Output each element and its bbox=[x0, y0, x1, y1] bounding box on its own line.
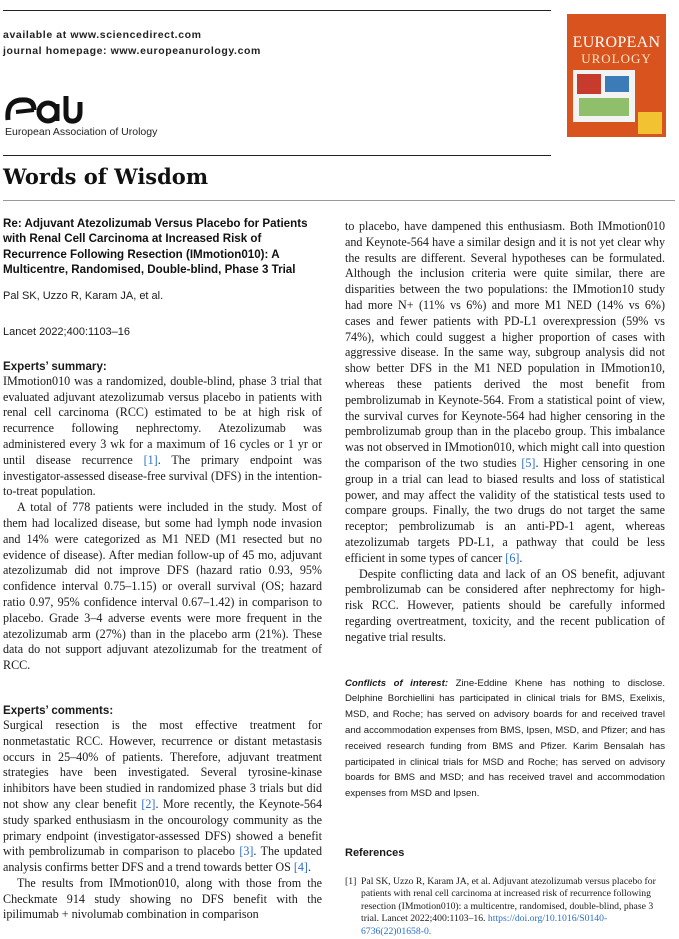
sciencedirect-link[interactable]: available at www.sciencedirect.com bbox=[3, 29, 202, 41]
reference-link-6[interactable]: [6] bbox=[505, 550, 520, 565]
summary-heading: Experts’ summary: bbox=[3, 359, 107, 373]
journal-homepage-link[interactable]: journal homepage: www.europeanurology.com bbox=[3, 45, 261, 57]
comments-heading: Experts’ comments: bbox=[3, 703, 114, 717]
article-authors: Pal SK, Uzzo R, Karam JA, et al. bbox=[3, 290, 164, 303]
cover-title-1: EUROPEAN bbox=[572, 34, 661, 51]
section-title: Words of Wisdom bbox=[3, 164, 209, 189]
article-citation: Lancet 2022;400:1103–16 bbox=[3, 325, 131, 338]
reference-link-4[interactable]: [4] bbox=[293, 860, 308, 875]
cover-figure bbox=[573, 70, 635, 122]
conflicts-text: Zine-Eddine Khene has nothing to disclose. Delphine Borchiellini has participated in clinical trials for BMS, Exelixis, MSD, and Roche; has served on advisory boards for and received travel and accommodation expenses from BMS, Ipsen, MSD, and Pfizer; and has received research funding from BMS and Pfizer. Karim Bensalah has participated in clinical trials for MSD and Roche; has served on advisory boards for BMS and MSD; and has received travel and accommodation expenses from MSD and Ipsen. bbox=[345, 677, 666, 800]
article-title: Re: Adjuvant Atezolizumab Versus Placebo for Patients with Renal Cell Carcinoma at Increased Risk of Recurrence Following Resection (IMmotion010): A Multicentre, Randomised, Double-blind, Phase 3 Trial bbox=[3, 217, 308, 276]
reference-link-1[interactable]: [1] bbox=[143, 452, 158, 467]
header-divider bbox=[3, 155, 551, 156]
eau-logo-icon bbox=[4, 92, 84, 126]
summary-paragraph-2: A total of 778 patients were included in the study. Most of them had localized disease, but some had lymph node invasion and 14% were categorized as M1 NED (M1 resected but no evidence of disease). After median follow-up of 45 mo, adjuvant atezolizumab did not improve DFS (hazard ratio 0.93, 95% confidence interval 0.75–1.15) or overall survival (OS; hazard ratio 0.97, 95% confidence interval 0.67–1.42) in comparison to placebo. Grade 3–4 adverse events were more frequent in the atezolizumab arm (27%) than in the placebo arm (21%). These data do not support adjuvant atezolizumab for the treatment of RCC. bbox=[3, 500, 322, 673]
right-column bbox=[345, 219, 665, 939]
comments-paragraph-2-continued: to placebo, have dampened this enthusiasm. Both IMmotion010 and Keynote-564 have a similar design and it is not yet clear why the results are different. Several hypotheses can be formulated. Although the inclusion criteria were quite similar, there are disparities between the two populations: the IMmotion10 study had more N+ (11% vs 6%) and more M1 NED (14% vs 6%) cases and fewer patients with PD-L1 overexpression (59% vs 74%), which could suggest a higher proportion of cases with aggressive disease. In the same way, subgroup analysis did not show better DFS in the M1 NED population in IMmotion10, whereas these patients derived the most benefit from pembrolizumab in Keynote-564. From a statistical point of view, the survival curves for Keynote-564 had higher censoring in the pembrolizumab group than in the placebo group. This imbalance was not observed in IMmotion010, which might call into question the comparison of the two studies [5]. Higher censoring in one group in a trial can lead to biased results and loss of statistical power, and may affect the validity of the statistical tests used to compare groups. Finally, the two drugs do not target the same receptor; pembrolizumab is an anti-PD-1 agent, whereas atezolizumab targets PD-L1, a pathway that could be less efficient in some types of cancer [6]. bbox=[345, 219, 665, 565]
reference-number: [1] bbox=[345, 875, 357, 887]
conflicts-of-interest bbox=[345, 676, 665, 802]
comments-paragraph-1: Surgical resection is the most effective treatment for nonmetastatic RCC. However, recurrence or distant metastasis occurs in 25–40% of patients. Therefore, adjuvant treatment strategies have been investigated. Several tyrosine-kinase inhibitors have been studied in randomized phase 3 trials but did not show any clear benefit [2]. More recently, the Keynote-564 study sparked enthusiasm in the oncourology community as the primary endpoint (investigator-assessed DFS) showed a benefit with pembrolizumab in comparison to placebo [3]. The updated analysis confirms better DFS and a trend towards better OS [4]. bbox=[3, 717, 322, 875]
header-links bbox=[3, 27, 261, 59]
cover-title-2: UROLOGY bbox=[581, 51, 652, 66]
journal-cover bbox=[567, 14, 666, 137]
reference-link-3[interactable]: [3] bbox=[239, 844, 254, 859]
conflicts-label: Conflicts of interest: bbox=[345, 677, 449, 689]
comments-paragraph-2: The results from IMmotion010, along with those from the Checkmate 914 study showing no DFS benefit with the ipilimumab + nivolumab combination in comparison bbox=[3, 875, 322, 922]
title-divider bbox=[3, 200, 675, 201]
reference-link-5[interactable]: [5] bbox=[521, 455, 536, 470]
reference-link-2[interactable]: [2] bbox=[141, 796, 156, 811]
reference-doi-link[interactable]: https://doi.org/10.1016/S0140-6736(22)01658-0. bbox=[361, 913, 608, 938]
comments-paragraph-3: Despite conflicting data and lack of an OS benefit, adjuvant pembrolizumab can be considered after nephrectomy for high-risk RCC. However, patients should be carefully informed regarding overtreatment, toxicity, and the recent publication of negative trial results. bbox=[345, 566, 665, 644]
logo-caption: European Association of Urology bbox=[5, 126, 158, 138]
top-rule bbox=[3, 10, 551, 11]
reference-item bbox=[345, 876, 665, 939]
cover-badge bbox=[638, 112, 662, 134]
summary-paragraph-1: IMmotion010 was a randomized, double-blind, phase 3 trial that evaluated adjuvant atezolizumab versus placebo in patients with renal cell carcinoma (RCC) estimated to be at high risk of recurrence following nephrectomy. Atezolizumab was administered every 3 wk for a maximum of 16 cycles or 1 yr or until disease recurrence [1]. The primary endpoint was investigator-assessed disease-free survival (DFS) in the intention-to-treat population. bbox=[3, 373, 322, 499]
references-heading: References bbox=[345, 846, 405, 859]
left-column bbox=[3, 216, 322, 923]
reference-text: Pal SK, Uzzo R, Karam JA, et al. Adjuvant atezolizumab versus placebo for patients with renal cell carcinoma at increased risk of recurrence following resection (IMmotion010): a multicentre, randomised, double-blind, phase 3 trial. Lancet 2022;400:1103–16. https://doi.org/10.1016/S0140-6736(22)01658-0. bbox=[361, 875, 656, 938]
cover-figure-icon bbox=[573, 70, 635, 122]
